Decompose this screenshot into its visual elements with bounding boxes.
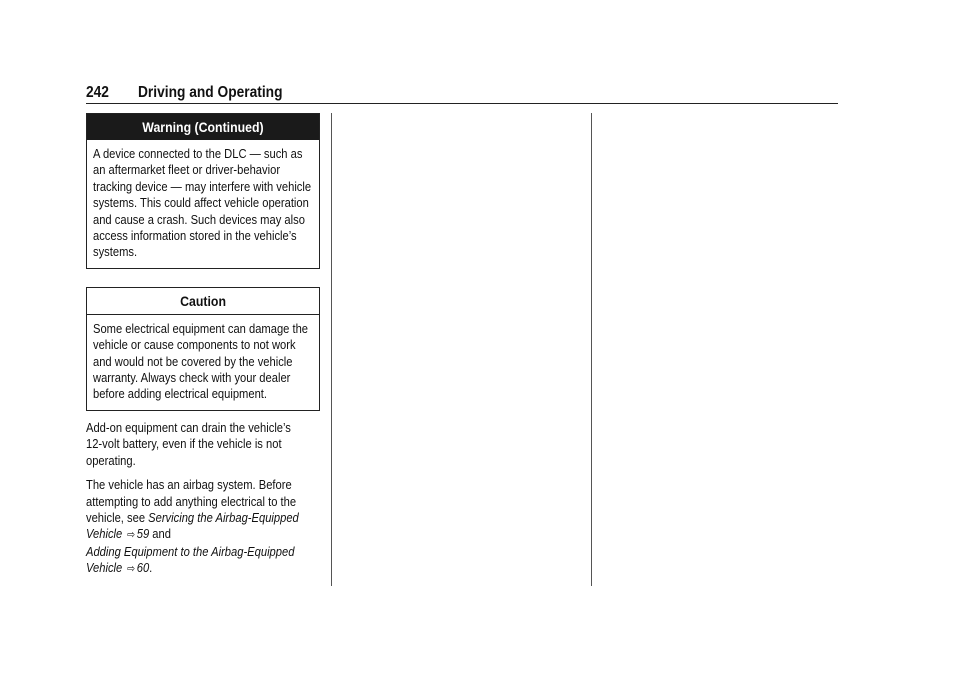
reference-joiner: and	[152, 526, 171, 542]
column-divider	[331, 113, 332, 586]
warning-body	[87, 140, 319, 268]
warning-text: A device connected to the DLC — such as an aftermarket fleet or driver-behavior tracking device — may interfere with vehicle systems. This could affect vehicle operation and cause a crash. Such devices may also access information stored in the vehicle’s systems.	[93, 146, 312, 260]
section-title: Driving and Operating	[138, 84, 283, 101]
paragraph-airbag	[86, 477, 320, 577]
caution-heading	[87, 288, 319, 315]
page-reference-icon: ⇨	[127, 529, 136, 542]
paragraph-battery	[86, 420, 320, 469]
paragraph-ending: .	[149, 560, 153, 576]
column-divider	[591, 113, 592, 586]
reference-page-60[interactable]: 60	[136, 560, 150, 576]
link-servicing-airbag-vehicle[interactable]: Servicing the Airbag-Equipped Vehicle	[86, 509, 299, 542]
header-rule	[86, 103, 838, 104]
caution-text: Some electrical equipment can damage the vehicle or cause components to not work and would not be covered by the vehicle warranty. Always check with your dealer before adding electrical equipment.	[93, 320, 309, 402]
left-column	[86, 113, 320, 578]
warning-heading	[87, 114, 319, 140]
paragraph-battery-text: Add-on equipment can drain the vehicle’s 12-volt battery, even if the vehicle is not operating.	[86, 419, 291, 468]
page-number: 242	[86, 84, 109, 101]
page-reference-icon: ⇨	[127, 563, 136, 576]
caution-title: Caution	[180, 292, 226, 309]
paragraph-airbag-intro: The vehicle has an airbag system. Before attempting to add anything electrical to the vehicle, see	[86, 477, 297, 525]
link-adding-equipment-airbag-vehicle[interactable]: Adding Equipment to the Airbag-Equipped Vehicle	[86, 543, 295, 576]
reference-page-59[interactable]: 59	[136, 526, 150, 542]
paragraph-airbag-text	[86, 477, 303, 577]
caution-body	[87, 315, 319, 410]
warning-box	[86, 113, 320, 269]
caution-box	[86, 287, 320, 411]
warning-title: Warning (Continued)	[142, 119, 264, 135]
page-header	[86, 84, 838, 104]
